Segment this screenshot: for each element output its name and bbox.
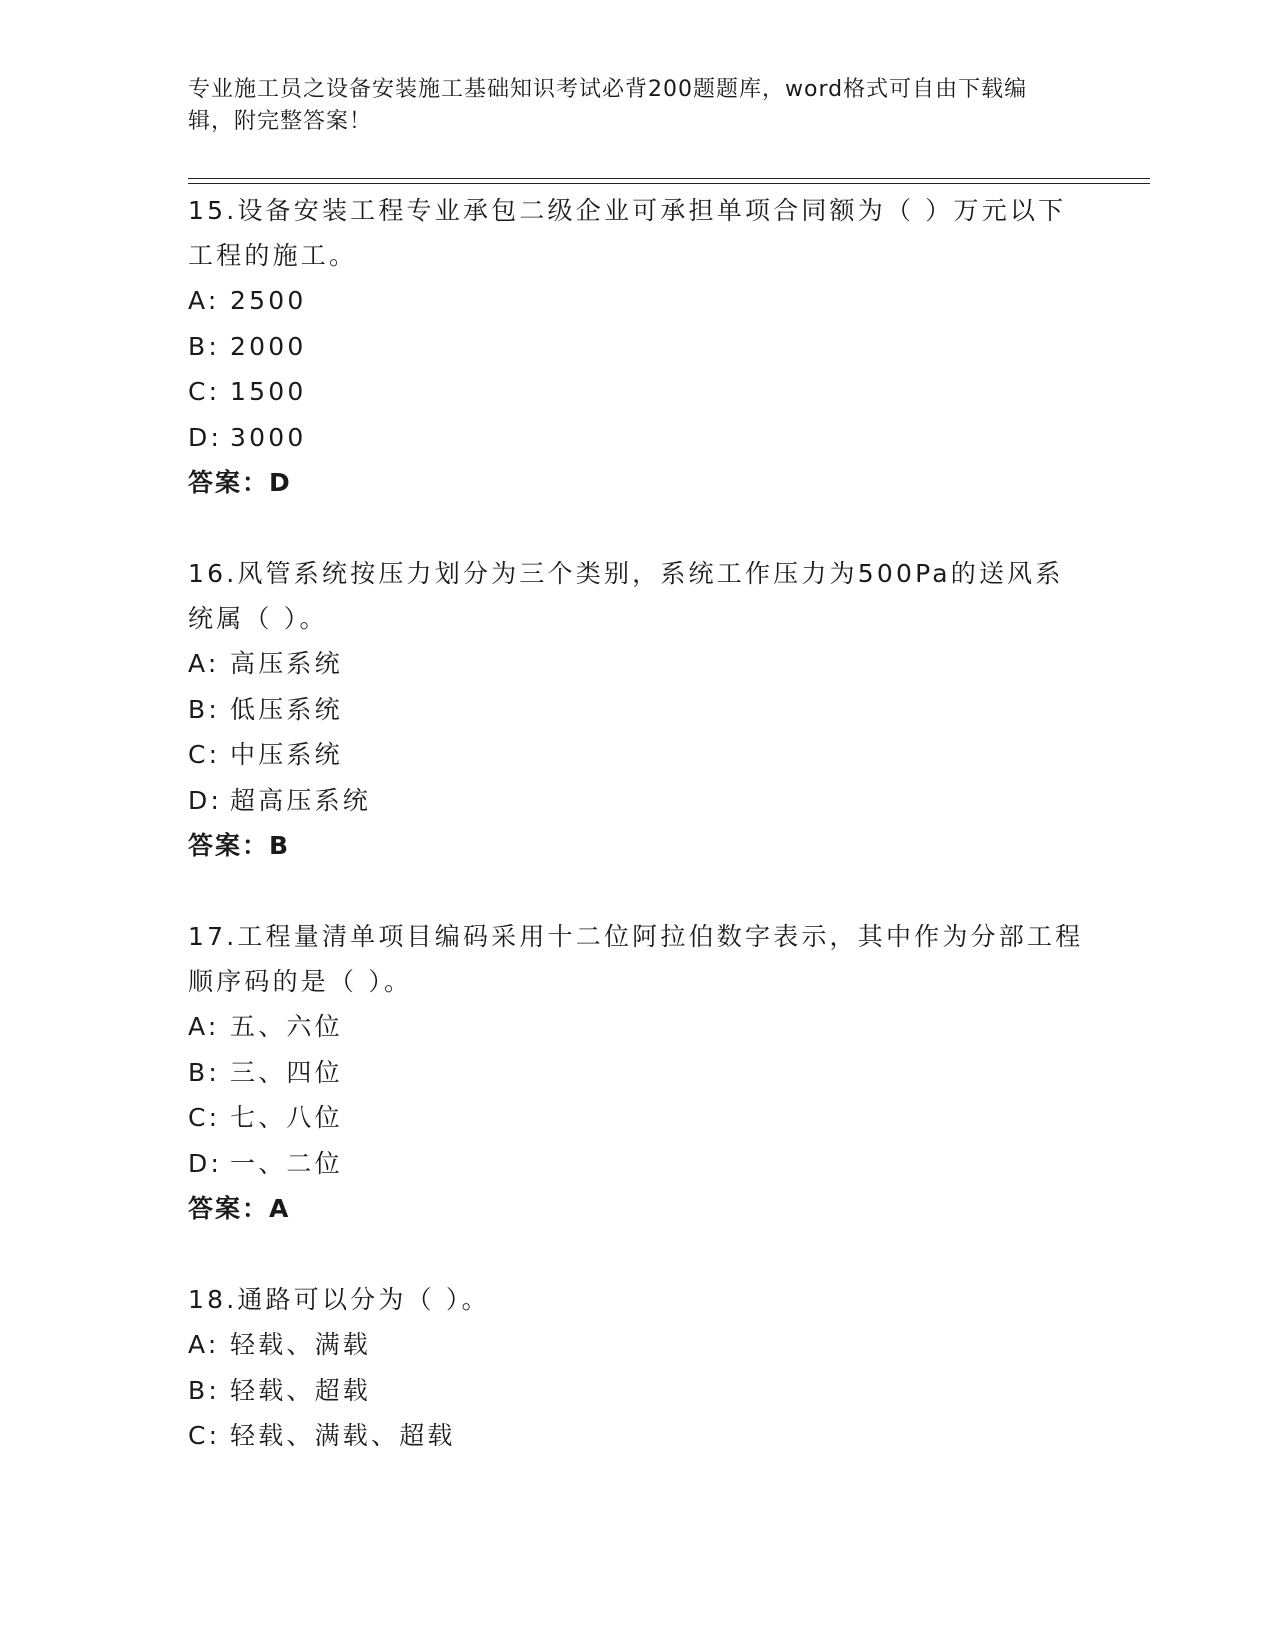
option-list	[188, 1322, 1088, 1459]
option-key: A:	[188, 286, 220, 315]
option-key: B:	[188, 1375, 220, 1405]
question-18	[188, 1277, 1088, 1459]
option-key: C:	[188, 740, 221, 769]
option-text: 2000	[230, 331, 307, 361]
option-text: 3000	[230, 422, 307, 452]
answer-line: 答案：A	[188, 1194, 291, 1223]
option-list	[188, 278, 1088, 460]
option-text: 低压系统	[230, 694, 343, 724]
option-c	[188, 1413, 1088, 1459]
answer-line: 答案：B	[188, 831, 291, 860]
option-c	[188, 1095, 1088, 1141]
option-b	[188, 324, 1088, 370]
option-key: C:	[188, 1421, 221, 1450]
document-header: 专业施工员之设备安装施工基础知识考试必背200题题库，word格式可自由下载编辑，附完整答案！	[188, 77, 1028, 134]
question-15	[188, 188, 1088, 505]
option-text: 轻载、超载	[230, 1375, 372, 1405]
option-key: D:	[188, 1148, 223, 1178]
question-stem: 17.工程量清单项目编码采用十二位阿拉伯数字表示，其中作为分部工程顺序码的是（ ）。	[188, 922, 1084, 996]
option-text: 超高压系统	[230, 785, 372, 815]
question-stem: 18.通路可以分为（ ）。	[188, 1285, 490, 1314]
option-c	[188, 369, 1088, 415]
option-text: 一、二位	[230, 1148, 343, 1178]
option-text: 中压系统	[230, 740, 343, 769]
option-b	[188, 687, 1088, 733]
option-c	[188, 732, 1088, 778]
option-a	[188, 641, 1088, 687]
option-list	[188, 641, 1088, 823]
option-text: 1500	[230, 377, 307, 406]
option-b	[188, 1368, 1088, 1414]
option-key: A:	[188, 1012, 220, 1041]
header-divider-top	[188, 178, 1150, 179]
option-list	[188, 1004, 1088, 1186]
option-key: D:	[188, 422, 223, 452]
option-d	[188, 1141, 1088, 1187]
option-a	[188, 1004, 1088, 1050]
option-key: C:	[188, 1103, 221, 1132]
option-key: B:	[188, 1057, 220, 1087]
option-b	[188, 1050, 1088, 1096]
question-stem: 15.设备安装工程专业承包二级企业可承担单项合同额为（ ）万元以下工程的施工。	[188, 196, 1067, 270]
option-key: C:	[188, 377, 221, 406]
option-text: 轻载、满载、超载	[230, 1421, 456, 1450]
option-key: D:	[188, 785, 223, 815]
question-17	[188, 914, 1088, 1231]
option-text: 三、四位	[230, 1057, 343, 1087]
header-divider-bottom	[188, 183, 1150, 184]
option-text: 高压系统	[230, 649, 343, 678]
option-a	[188, 1322, 1088, 1368]
option-text: 五、六位	[230, 1012, 343, 1041]
option-a	[188, 278, 1088, 324]
option-text: 轻载、满载	[230, 1330, 372, 1359]
option-d	[188, 415, 1088, 461]
question-16	[188, 551, 1088, 868]
option-text: 2500	[230, 286, 307, 315]
option-key: A:	[188, 649, 220, 678]
option-key: B:	[188, 331, 220, 361]
option-key: A:	[188, 1330, 220, 1359]
question-stem: 16.风管系统按压力划分为三个类别，系统工作压力为500Pa的送风系统属（ ）。	[188, 559, 1064, 633]
option-key: B:	[188, 694, 220, 724]
option-text: 七、八位	[230, 1103, 343, 1132]
answer-line: 答案：D	[188, 468, 292, 497]
option-d	[188, 778, 1088, 824]
